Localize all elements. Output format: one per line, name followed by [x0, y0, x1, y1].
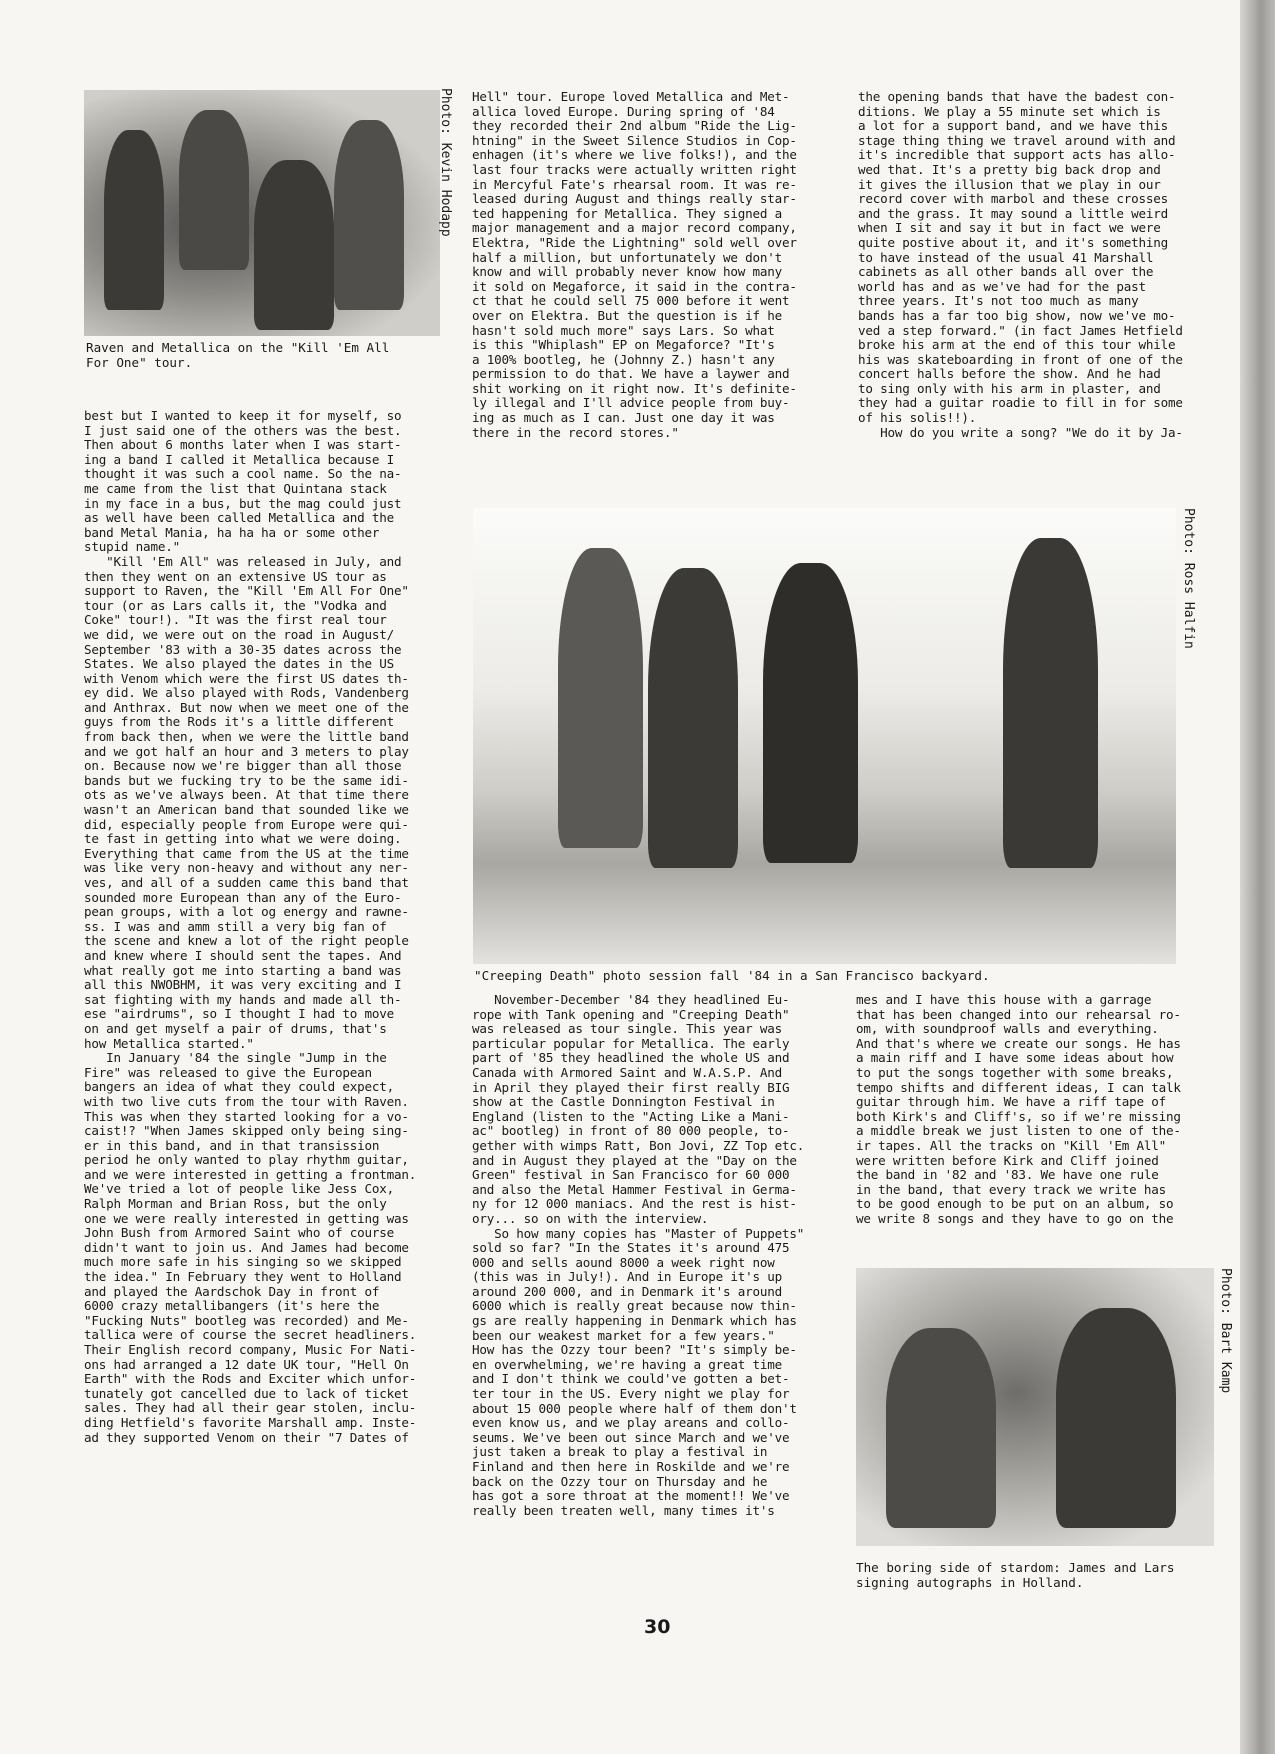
article-column-2-bottom: November-December '84 they headlined Eu- rope with Tank opening and "Creeping Death" was released as tour single. This year was particular popular for Metallica. The early part of '85 they headlined the whole US and Canada with Armored Saint and W.A.S.P. And in April they played their first really BIG show at the Castle Donnington Festival in England (listen to the "Acting Like a Mani- ac" bootleg) in front of 80 000 people, to- gether with wimps Ratt, Bon Jovi, ZZ Top etc. and in August they played at the "Day on the Green" festival in San Francisco for 60 000 and also the Metal Hammer Festival in Germa- ny for 12 000 maniacs. And the rest is hist- ory... so on with the interview. So how many copies has "Master of Puppets" sold so far? "In the States it's around 475 000 and sells aound 8000 a week right now (this was in July!). And in Europe it's up around 200 000, and in Denmark it's around 6000 which is really great because now thin- gs are really happening in Denmark which has been our weakest market for a few years." How has the Ozzy tour been? "It's simply be- en overwhelming, we're having a great time and I don't think we could've gotten a bet- ter tour in the US. Every night we play for about 15 000 people where half of them don't even know us, and we play areans and collo- seums. We've been out since March and we've just taken a break to play a festival in Finland and then here in Roskilde and we're back on the Ozzy tour on Thursday and he has got a sore throat at the moment!! We've really been treaten well, many times it's: [472, 992, 805, 1518]
photo-credit-bart-kamp: Photo: Bart Kamp: [1218, 1268, 1233, 1394]
band-photo-raven-metallica: [84, 90, 440, 336]
band-photo-creeping-death-session: [473, 508, 1176, 964]
page-edge-shadow: [1240, 0, 1275, 1754]
photo-credit-ross-halfin: Photo: Ross Halfin: [1181, 508, 1196, 649]
article-column-3-top: the opening bands that have the badest con- ditions. We play a 55 minute set which is a lot for a support band, and we have this stage thing thing we travel around with and it's incredible that support acts has allo- wed that. It's a pretty big back drop and it gives the illusion that we play in our record cover with marbol and these crosses and the grass. It may sound a little weird when I sit and say it but in fact we were quite postive about it, and it's something to have instead of the usual 41 Marshall cabinets as all other bands all over the world has and as we've had for the past three years. It's not too much as many bands has a far too big show, now we've mo- ved a step forward." (in fact James Hetfield broke his arm at the end of this tour while his was skateboarding in front of one of the concert halls before the show. And he had to sing only with his arm in plaster, and they had a guitar roadie to fill in for some of his solis!!). How do you write a song? "We do it by Ja-: [858, 89, 1183, 440]
article-column-1: best but I wanted to keep it for myself, so I just said one of the others was the best. Then about 6 months later when I was start- ing a band I called it Metallica because I thought it was such a cool name. So the na- me came from the list that Quintana stack in my face in a bus, but the mag could just as well have been called Metallica and the band Metal Mania, ha ha ha or some other stupid name." "Kill 'Em All" was released in July, and then they went on an extensive US tour as support to Raven, the "Kill 'Em All For One" tour (or as Lars calls it, the "Vodka and Coke" tour!). "It was the first real tour we did, we were out on the road in August/ September '83 with a 30-35 dates across the States. We also played the dates in the US with Venom which were the first US dates th- ey did. We also played with Rods, Vandenberg and Anthrax. But now when we meet one of the guys from the Rods it's a little different from back then, when we were the little band and we got half an hour and 3 meters to play on. Because now we're bigger than all those bands but we fucking try to be the same idi- ots as we've always been. At that time there wasn't an American band that sounded like we did, especially people from Europe were qui- te fast in getting into what we were doing. Everything that came from the US at the time was like very non-heavy and without any ner- ves, and all of a sudden came this band that sounded more European than any of the Euro- pean groups, with a lot og energy and rawne- ss. I was and amm still a very big fan of the scene and knew a lot of the right people and knew where I should sent the tapes. And what really got me into starting a band was all this NWOBHM, it was very exciting and I sat fighting with my hands and made all th- ese "airdrums", so I thought I had to move on and get myself a pair of drums, that's how Metallica started." In January '84 the single "Jump in the Fire" was released to give the European bangers an idea of what they could expect, with two live cuts from the tour with Raven. This was when they started looking for a vo- caist!? "When James skipped only being sing- er in this band, and in that transission period he only wanted to play rhythm guitar, and we were interested in getting a frontman. We've tried a lot of people like Jess Cox, Ralph Morman and Brian Ross, but the only one we were really interested in getting was John Bush from Armored Saint who of course didn't want to join us. And James had become much more safe in his singing so we skipped the idea." In February they went to Holland and played the Aardschok Day in front of 6000 crazy metallibangers (it's here the "Fucking Nuts" bootleg was recorded) and Me- tallica were of course the secret headliners. Their English record company, Music For Nati- ons had arranged a 12 date UK tour, "Hell On Earth" with the Rods and Exciter which unfor- tunately got cancelled due to lack of ticket sales. They had all their gear stolen, inclu- ding Hetfield's favorite Marshall amp. Inste- ad they supported Venom on their "7 Dates of: [84, 408, 417, 1445]
article-column-2-top: Hell" tour. Europe loved Metallica and Met- allica loved Europe. During spring of '84 they recorded their 2nd album "Ride the Lig- htning" in the Sweet Silence Studios in Cop- enhagen (it's where we live folks!), and the last four tracks were actually written right in Mercyful Fate's rhearsal room. It was re- leased during August and things really star- ted happening for Metallica. They signed a major management and a major record company, Elektra, "Ride the Lightning" sold well over half a million, but unfortunately we don't know and will probably never know how many it sold on Megaforce, it said in the contra- ct that he could sell 75 000 before it went over on Elektra. But the question is if he hasn't sold much more" says Lars. So what is this "Whiplash" EP on Megaforce? "It's a 100% bootleg, he (Johnny Z.) hasn't any permission to do that. We have a laywer and shit working on it right now. It's definite- ly illegal and I'll advice people from buy- ing as much as I can. Just one day it was there in the record stores.": [472, 89, 797, 440]
photo-caption-creeping-death: "Creeping Death" photo session fall '84 in a San Francisco backyard.: [474, 968, 990, 983]
article-column-3-bottom: mes and I have this house with a garrage that has been changed into our rehearsal ro- om, with soundproof walls and everything. And that's where we create our songs. He has a main riff and I have some ideas about how to put the songs together with some breaks, tempo shifts and different ideas, I can talk guitar through him. We have a riff tape of both Kirk's and Cliff's, so if we're missing a middle break we just listen to one of the- ir tapes. All the tracks on "Kill 'Em All" were written before Kirk and Cliff joined the band in '82 and '83. We have one rule in the band, that every track we write has to be good enough to be put on an album, so we write 8 songs and they have to go on the: [856, 992, 1181, 1226]
photo-caption-autographs: The boring side of stardom: James and Lars signing autographs in Holland.: [856, 1560, 1175, 1590]
photo-caption-raven-metallica: Raven and Metallica on the "Kill 'Em All For One" tour.: [86, 340, 390, 370]
band-photo-autographs-holland: [856, 1268, 1214, 1546]
page-number: 30: [644, 1616, 671, 1638]
photo-credit-kevin-hodapp: Photo: Kevin Hodapp: [438, 88, 453, 237]
